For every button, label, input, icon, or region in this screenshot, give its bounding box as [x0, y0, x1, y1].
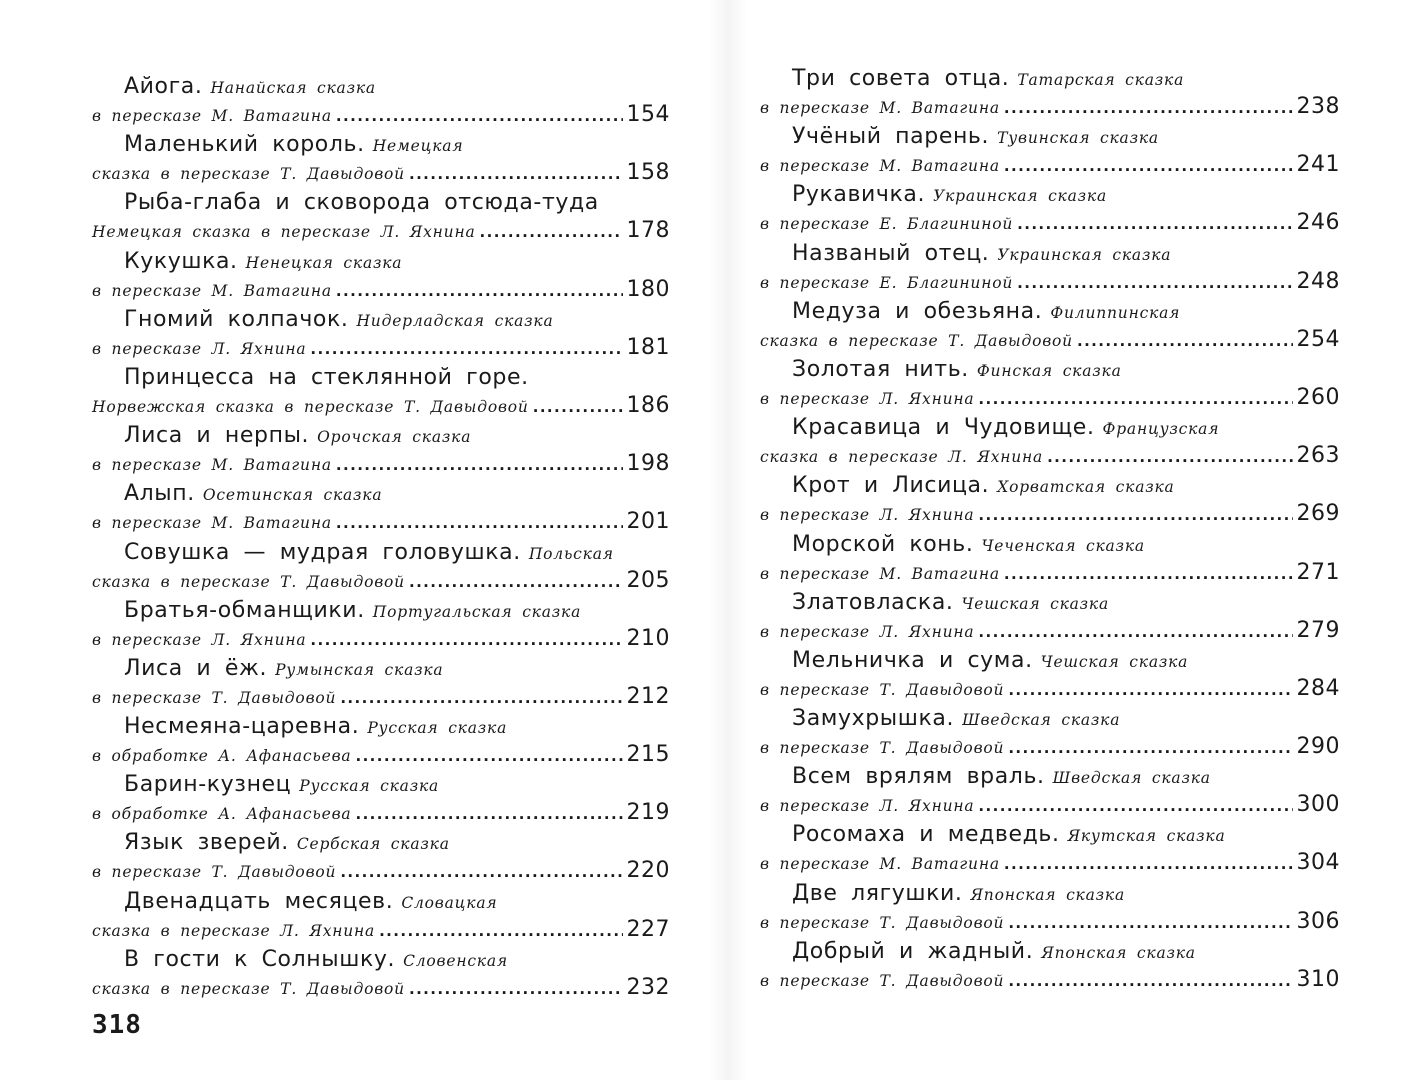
tale-title: Медуза и обезьяна. [792, 298, 1043, 324]
dot-leader [310, 627, 622, 654]
tale-title: Барин-кузнец [124, 772, 292, 798]
toc-entry-credit-line [760, 733, 1340, 760]
tale-origin: Словенская [403, 951, 508, 970]
toc-entry [760, 180, 1340, 238]
tale-page-number: 201 [626, 509, 670, 535]
dot-leader [978, 793, 1292, 820]
tale-origin: Сербская сказка [296, 835, 450, 854]
tale-page-number: 310 [1296, 966, 1340, 992]
tale-title: Принцесса на стеклянной горе. [124, 364, 529, 390]
tale-origin: Хорватская сказка [997, 478, 1175, 497]
toc-entry-heading [760, 64, 1340, 93]
tale-title: Добрый и жадный. [792, 938, 1034, 964]
tale-credit: в пересказе М. Ватагина [760, 855, 1000, 874]
tale-credit: Немецкая сказка в пересказе Л. Яхнина [92, 223, 476, 242]
toc-entry-heading [92, 305, 670, 334]
dot-leader [1008, 735, 1292, 762]
tale-page-number: 158 [626, 160, 670, 186]
tale-origin: Орочская сказка [317, 428, 472, 447]
tale-origin: Словацкая [401, 893, 498, 912]
book-fold-shadow [708, 0, 748, 1080]
tale-credit: в пересказе М. Ватагина [92, 281, 332, 300]
toc-entry-credit-line [92, 217, 670, 244]
tale-credit: сказка в пересказе Т. Давыдовой [92, 165, 405, 184]
tale-origin: Украинская сказка [933, 187, 1108, 206]
dot-leader [409, 161, 623, 188]
tale-page-number: 238 [1296, 94, 1340, 119]
toc-entry [92, 479, 670, 537]
tale-origin: Чешская сказка [1040, 652, 1189, 671]
tale-title: Учёный парень. [792, 124, 990, 150]
tale-page-number: 306 [1296, 908, 1340, 934]
toc-entry-heading [760, 820, 1340, 849]
toc-entry-heading [760, 297, 1340, 326]
dot-leader [355, 801, 622, 828]
tale-credit: в пересказе М. Ватагина [760, 157, 1000, 176]
tale-page-number: 186 [626, 392, 670, 418]
toc-entry-credit-line [760, 268, 1340, 295]
tale-credit: в пересказе Л. Яхнина [760, 389, 975, 408]
toc-entry [760, 297, 1340, 355]
toc-entry [760, 762, 1340, 820]
toc-entry-credit-line [92, 974, 670, 1001]
tale-title: Кукушка. [124, 248, 238, 274]
toc-entry-heading [92, 247, 670, 276]
tale-credit: в обработке А. Афанасьева [92, 805, 352, 824]
tale-origin: Татарская сказка [1017, 71, 1185, 89]
toc-entry-heading [760, 762, 1340, 791]
tale-title: Совушка — мудрая головушка. [124, 539, 521, 565]
toc-entry-heading [92, 421, 670, 450]
tale-page-number: 212 [626, 683, 670, 709]
toc-entry-credit-line [760, 559, 1340, 586]
tale-page-number: 205 [626, 567, 670, 593]
toc-entry [92, 421, 670, 479]
tale-credit: в пересказе Т. Давыдовой [760, 971, 1005, 990]
toc-entry-credit-line [92, 857, 670, 884]
dot-leader [978, 386, 1292, 413]
dot-leader [336, 452, 623, 479]
tale-page-number: 284 [1296, 675, 1340, 701]
tale-credit: в пересказе Т. Давыдовой [760, 739, 1005, 758]
tale-credit: в пересказе Л. Яхнина [760, 797, 975, 816]
dot-leader [1077, 328, 1293, 355]
tale-page-number: 219 [626, 800, 670, 826]
toc-entry-heading [92, 363, 670, 392]
dot-leader [409, 569, 623, 596]
toc-entry-credit-line [92, 683, 670, 710]
tale-page-number: 254 [1296, 326, 1340, 352]
tale-title: Несмеяна-царевна. [124, 714, 360, 740]
toc-entry-credit-line [760, 617, 1340, 644]
toc-entry-credit-line [92, 276, 670, 303]
tale-origin: Чешская сказка [961, 594, 1110, 613]
tale-page-number: 263 [1296, 443, 1340, 469]
dot-leader [1004, 153, 1293, 180]
tale-page-number: 248 [1296, 268, 1340, 294]
toc-entry [760, 239, 1340, 297]
tale-page-number: 181 [626, 334, 670, 360]
tale-origin: Филиппинская [1050, 303, 1181, 322]
tale-title: Золотая нить. [792, 356, 969, 382]
toc-entry-credit-line [760, 908, 1340, 935]
dot-leader [336, 278, 623, 305]
toc-entry-heading [92, 828, 670, 857]
toc-entry-credit-line [760, 151, 1340, 178]
toc-entry [92, 654, 670, 712]
tale-credit: в пересказе Л. Яхнина [92, 630, 307, 649]
tale-page-number: 300 [1296, 792, 1340, 818]
tale-page-number: 246 [1296, 210, 1340, 236]
tale-credit: сказка в пересказе Т. Давыдовой [92, 979, 405, 998]
tale-title: Айога. [124, 74, 203, 99]
tale-title: Язык зверей. [124, 830, 289, 856]
toc-entry-heading [92, 188, 670, 217]
tale-page-number: 178 [626, 218, 670, 244]
tale-credit: в пересказе М. Ватагина [92, 107, 332, 125]
toc-entry [92, 712, 670, 770]
tale-origin: Румынская сказка [275, 660, 444, 679]
tale-credit: в пересказе Т. Давыдовой [92, 863, 337, 882]
toc-entry-credit-line [92, 741, 670, 768]
dot-leader [340, 859, 622, 886]
dot-leader [310, 336, 622, 363]
tale-title: Гномий колпачок. [124, 306, 349, 332]
tale-page-number: 304 [1296, 850, 1340, 876]
toc-entry [92, 247, 670, 305]
tale-page-number: 210 [626, 625, 670, 651]
toc-entry [760, 820, 1340, 878]
toc-entry [92, 945, 670, 1003]
toc-entry-credit-line [92, 567, 670, 594]
tale-credit: сказка в пересказе Л. Яхнина [760, 448, 1044, 467]
tale-page-number: 269 [1296, 501, 1340, 527]
tale-origin: Финская сказка [976, 361, 1122, 380]
dot-leader [1008, 968, 1292, 995]
toc-column-right [760, 64, 1340, 995]
toc-entry-credit-line [760, 442, 1340, 469]
toc-entry [92, 363, 670, 421]
dot-leader [1004, 851, 1293, 878]
tale-title: Росомаха и медведь. [792, 822, 1060, 848]
dot-leader [1008, 677, 1292, 704]
toc-entry-heading [92, 130, 670, 159]
toc-entry-credit-line [92, 625, 670, 652]
tale-credit: сказка в пересказе Т. Давыдовой [760, 331, 1073, 350]
tale-origin: Шведская сказка [1052, 769, 1211, 788]
dot-leader [336, 103, 623, 130]
tale-credit: Норвежская сказка в пересказе Т. Давыдовой [92, 397, 529, 416]
tale-origin: Немецкая [372, 137, 464, 156]
toc-entry-heading [760, 530, 1340, 559]
toc-entry-credit-line [92, 508, 670, 535]
tale-page-number: 198 [626, 451, 670, 477]
dot-leader [978, 619, 1292, 646]
toc-entry-heading [92, 596, 670, 625]
tale-origin: Японская сказка [1041, 943, 1196, 962]
tale-credit: в пересказе Т. Давыдовой [760, 680, 1005, 699]
tale-title: Названый отец. [792, 240, 990, 266]
dot-leader [978, 502, 1292, 529]
tale-title: Мельничка и сума. [792, 647, 1033, 673]
toc-entry [92, 596, 670, 654]
toc-entry [92, 72, 670, 130]
tale-credit: в пересказе Т. Давыдовой [760, 913, 1005, 932]
tale-title: Златовласка. [792, 589, 954, 615]
tale-credit: в обработке А. Афанасьева [92, 747, 352, 766]
dot-leader [340, 685, 622, 712]
tale-credit: в пересказе М. Ватагина [92, 456, 332, 475]
toc-entry-heading [92, 770, 670, 799]
toc-entry [760, 122, 1340, 180]
tale-page-number: 215 [626, 742, 670, 768]
tale-credit: в пересказе М. Ватагина [760, 99, 1000, 117]
toc-entry-heading [92, 887, 670, 916]
dot-leader [379, 918, 622, 945]
tale-title: Двенадцать месяцев. [124, 888, 394, 914]
tale-page-number: 271 [1296, 559, 1340, 585]
toc-entry-credit-line [760, 93, 1340, 120]
toc-entry-heading [760, 122, 1340, 151]
toc-entry [92, 188, 670, 246]
tale-credit: в пересказе Л. Яхнина [760, 506, 975, 525]
toc-entry [760, 937, 1340, 995]
tale-origin: Русская сказка [299, 777, 440, 796]
tale-credit: в пересказе Е. Благининой [760, 273, 1014, 292]
tale-title: Крот и Лисица. [792, 473, 990, 499]
toc-entry-credit-line [92, 450, 670, 477]
toc-entry-heading [760, 471, 1340, 500]
tale-title: Замухрышка. [792, 706, 955, 732]
toc-entry-heading [760, 180, 1340, 209]
tale-title: Рукавичка. [792, 182, 926, 208]
tale-title: Братья-обманщики. [124, 597, 365, 623]
toc-entry [760, 64, 1340, 122]
tale-page-number: 260 [1296, 384, 1340, 410]
toc-entry-heading [760, 704, 1340, 733]
toc-entry-credit-line [760, 791, 1340, 818]
toc-entry-credit-line [92, 101, 670, 128]
toc-entry-heading [760, 239, 1340, 268]
toc-entry-heading [92, 538, 670, 567]
toc-entry-credit-line [760, 966, 1340, 993]
dot-leader [533, 394, 623, 421]
toc-entry [92, 305, 670, 363]
tale-origin: Французская [1102, 420, 1220, 439]
toc-entry [92, 887, 670, 945]
toc-entry [760, 646, 1340, 704]
tale-credit: в пересказе Е. Благининой [760, 215, 1014, 234]
toc-entry-credit-line [760, 500, 1340, 527]
dot-leader [1004, 95, 1293, 122]
toc-entry [760, 471, 1340, 529]
tale-title: Алып. [124, 481, 195, 507]
tale-title: Всем врялям враль. [792, 764, 1045, 790]
dot-leader [355, 743, 622, 770]
dot-leader [336, 510, 623, 537]
toc-entry-heading [92, 479, 670, 508]
tale-page-number: 290 [1296, 734, 1340, 760]
toc-entry [760, 355, 1340, 413]
toc-entry-heading [92, 945, 670, 974]
tale-credit: в пересказе М. Ватагина [92, 514, 332, 533]
toc-entry-heading [92, 72, 670, 101]
page-number: 318 [92, 1010, 142, 1040]
toc-entry [760, 879, 1340, 937]
tale-origin: Польская [528, 544, 614, 563]
tale-origin: Русская сказка [367, 719, 508, 738]
tale-page-number: 154 [626, 102, 670, 127]
tale-origin: Тувинская сказка [997, 129, 1159, 148]
dot-leader [409, 976, 623, 1003]
toc-entry [92, 538, 670, 596]
toc-entry-heading [760, 937, 1340, 966]
dot-leader [1047, 444, 1292, 471]
tale-origin: Чеченская сказка [981, 536, 1145, 555]
toc-entry-credit-line [760, 849, 1340, 876]
toc-entry-heading [760, 646, 1340, 675]
toc-entry [760, 530, 1340, 588]
tale-origin: Якутская сказка [1067, 827, 1226, 846]
tale-page-number: 241 [1296, 152, 1340, 178]
tale-credit: в пересказе М. Ватагина [760, 564, 1000, 583]
toc-entry-credit-line [760, 384, 1340, 411]
tale-credit: в пересказе Л. Яхнина [92, 339, 307, 358]
tale-origin: Украинская сказка [997, 245, 1172, 264]
toc-entry-credit-line [92, 799, 670, 826]
tale-title: Три совета отца. [792, 66, 1010, 91]
tale-title: Морской конь. [792, 531, 974, 557]
tale-page-number: 227 [626, 916, 670, 942]
tale-credit: в пересказе Л. Яхнина [760, 622, 975, 641]
tale-title: Лиса и нерпы. [124, 423, 310, 449]
tale-title: Рыба-глаба и сковорода отсюда-туда [124, 190, 599, 216]
toc-entry-heading [760, 355, 1340, 384]
toc-entry-credit-line [92, 916, 670, 943]
tale-origin: Японская сказка [970, 885, 1126, 904]
tale-origin: Шведская сказка [962, 711, 1121, 730]
toc-entry-heading [92, 712, 670, 741]
tale-credit: в пересказе Т. Давыдовой [92, 688, 337, 707]
toc-entry [760, 704, 1340, 762]
dot-leader [1004, 561, 1293, 588]
dot-leader [1017, 211, 1292, 238]
toc-entry-credit-line [92, 392, 670, 419]
toc-entry-credit-line [760, 675, 1340, 702]
toc-entry-heading [760, 879, 1340, 908]
dot-leader [1008, 910, 1292, 937]
toc-entry [760, 588, 1340, 646]
toc-entry [92, 770, 670, 828]
tale-page-number: 232 [626, 974, 670, 1000]
tale-origin: Нанайская сказка [210, 79, 376, 97]
toc-column-left [92, 72, 670, 1003]
toc-entry [760, 413, 1340, 471]
tale-title: Две лягушки. [792, 880, 963, 906]
toc-entry [92, 130, 670, 188]
toc-entry-heading [760, 588, 1340, 617]
toc-entry [92, 828, 670, 886]
tale-page-number: 180 [626, 276, 670, 302]
tale-page-number: 279 [1296, 617, 1340, 643]
tale-title: Маленький король. [124, 132, 365, 158]
tale-origin: Португальская сказка [372, 602, 582, 621]
toc-entry-credit-line [760, 326, 1340, 353]
tale-title: В гости к Солнышку. [124, 946, 396, 972]
tale-origin: Осетинская сказка [202, 486, 383, 505]
toc-entry-credit-line [760, 209, 1340, 236]
toc-entry-heading [92, 654, 670, 683]
toc-entry-heading [760, 413, 1340, 442]
toc-entry-credit-line [92, 159, 670, 186]
dot-leader [1017, 270, 1292, 297]
tale-origin: Ненецкая сказка [245, 253, 403, 272]
tale-origin: Нидерладская сказка [356, 311, 554, 330]
tale-credit: сказка в пересказе Т. Давыдовой [92, 572, 405, 591]
tale-credit: сказка в пересказе Л. Яхнина [92, 921, 376, 940]
tale-page-number: 220 [626, 858, 670, 884]
dot-leader [480, 219, 623, 246]
tale-title: Красавица и Чудовище. [792, 415, 1095, 441]
toc-entry-credit-line [92, 334, 670, 361]
tale-title: Лиса и ёж. [124, 655, 268, 681]
